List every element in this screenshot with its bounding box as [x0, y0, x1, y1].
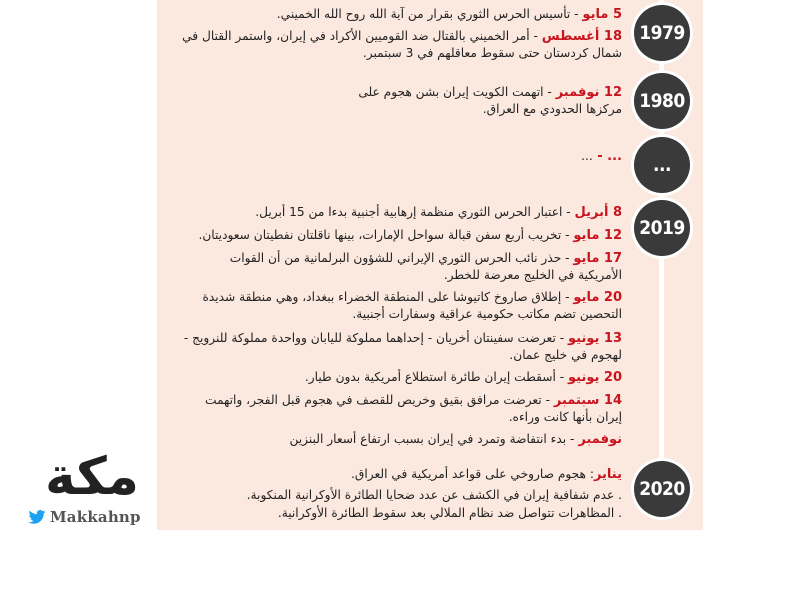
entry-date: نوفمبر — [578, 432, 622, 447]
entry-text: . المظاهرات تتواصل ضد نظام الملالي بعد سقوط الطائرة الأوكرانية. — [277, 506, 622, 520]
entry-text: . عدم شفافية إيران في الكشف عن عدد ضحايا الطائرة الأوكرانية المنكوبة. — [246, 488, 622, 502]
entry-text: تعرضت سفينتان أخريان - إحداهما مملوكة لليابان وواحدة مملوكة للنرويج - لهجوم في خليج عمان. — [183, 331, 622, 362]
entry-date: 18 أغسطس — [541, 29, 622, 44]
entry-date: ... — [607, 149, 622, 164]
entry-date: 20 مايو — [573, 290, 622, 305]
timeline-entry: 14 سبتمبر - تعرضت مرافق بقيق وخريص للقصف في هجوم قبل الفجر، واتهمت إيران بأنها كانت وراءه. — [204, 393, 622, 424]
entry-text: أمر الخميني بالقتال ضد القوميين الأكراد في إيران، واستمر القتال في شمال كردستان حتى سقوط معاقلهم في 3 سبتمبر. — [182, 29, 622, 60]
entry-text: اتهمت الكويت إيران بشن هجوم على مركزها الحدودي مع العراق. — [358, 85, 622, 116]
logo-arabic-wordmark: مكة — [45, 447, 139, 507]
timeline-entry: يناير: هجوم صاروخي على قواعد أمريكية في العراق. — [351, 467, 622, 482]
timeline-entry: نوفمبر - بدء انتفاضة وتمرد في إيران بسبب ارتفاع أسعار البنزين — [289, 432, 622, 447]
year-badge-1980: 1980 — [634, 73, 690, 129]
year-badge-2019: 2019 — [634, 200, 690, 256]
entry-text: ... — [581, 149, 593, 163]
timeline-entry: ... - ... — [581, 149, 622, 164]
year-badge-2020: 2020 — [634, 461, 690, 517]
timeline-entry: 12 نوفمبر - اتهمت الكويت إيران بشن هجوم على مركزها الحدودي مع العراق. — [358, 85, 622, 116]
entry-date: 13 يونيو — [568, 331, 622, 346]
entry-date: 17 مايو — [573, 251, 622, 266]
timeline-entry: 18 أغسطس - أمر الخميني بالقتال ضد القوميين الأكراد في إيران، واستمر القتال في شمال كردستان حتى سقوط معاقلهم في 3 سبتمبر. — [182, 29, 622, 60]
entry-date: 12 نوفمبر — [555, 85, 622, 100]
entry-date: 12 مايو — [573, 228, 622, 243]
entry-text: أسقطت إيران طائرة استطلاع أمريكية بدون طيار. — [304, 370, 556, 384]
entry-text: تعرضت مرافق بقيق وخريص للقصف في هجوم قبل الفجر، واتهمت إيران بأنها كانت وراءه. — [204, 393, 622, 424]
entry-date: 5 مايو — [582, 7, 622, 22]
timeline-entry: 20 يونيو - أسقطت إيران طائرة استطلاع أمريكية بدون طيار. — [304, 370, 622, 385]
timeline-entry: 20 مايو - إطلاق صاروخ كاتيوشا على المنطقة الخضراء ببغداد، وهي منطقة شديدة التحصين تضم مكاتب حكومية عراقية وسفارات أجنبية. — [202, 290, 622, 321]
timeline-entry: 17 مايو - حذر نائب الحرس الثوري الإيراني للشؤون البرلمانية من أن القوات الأمريكية في الخليج معرضة للخطر. — [229, 251, 622, 282]
entry-text: تخريب أربع سفن قبالة سواحل الإمارات، بينها ناقلتان نفطيتان سعوديتان. — [198, 228, 562, 242]
entry-text: إطلاق صاروخ كاتيوشا على المنطقة الخضراء ببغداد، وهي منطقة شديدة التحصين تضم مكاتب حكومية عراقية وسفارات أجنبية. — [202, 290, 622, 321]
entry-text: اعتبار الحرس الثوري منظمة إرهابية أجنبية بدءا من 15 أبريل. — [255, 205, 563, 219]
timeline-entry: 13 يونيو - تعرضت سفينتان أخريان - إحداهما مملوكة لليابان وواحدة مملوكة للنرويج - لهجوم في خليج عمان. — [183, 331, 622, 362]
logo-handle-text: Makkahnp — [50, 508, 141, 526]
timeline-entry: 5 مايو - تأسيس الحرس الثوري بقرار من آية الله روح الله الخميني. — [276, 7, 622, 22]
timeline-entry — [182, 487, 622, 504]
timeline-entry — [182, 505, 622, 522]
entry-date: 8 أبريل — [574, 205, 622, 220]
logo-twitter-handle — [28, 508, 141, 526]
year-badge-1979: 1979 — [634, 5, 690, 61]
year-badge-ellipsis: ... — [634, 137, 690, 193]
makkah-logo — [24, 446, 160, 528]
entry-text: تأسيس الحرس الثوري بقرار من آية الله روح الله الخميني. — [276, 7, 571, 21]
entry-date: يناير — [593, 467, 622, 482]
timeline-entry: 12 مايو - تخريب أربع سفن قبالة سواحل الإمارات، بينها ناقلتان نفطيتان سعوديتان. — [198, 228, 622, 243]
entry-date: 14 سبتمبر — [553, 393, 622, 408]
twitter-icon — [28, 510, 46, 524]
entry-date: 20 يونيو — [568, 370, 622, 385]
entry-text: هجوم صاروخي على قواعد أمريكية في العراق. — [351, 467, 586, 481]
entry-text: حذر نائب الحرس الثوري الإيراني للشؤون البرلمانية من أن القوات الأمريكية في الخليج معرضة للخطر. — [229, 251, 622, 282]
entry-text: بدء انتفاضة وتمرد في إيران بسبب ارتفاع أسعار البنزين — [289, 432, 567, 446]
timeline-entry: 8 أبريل - اعتبار الحرس الثوري منظمة إرهابية أجنبية بدءا من 15 أبريل. — [255, 205, 622, 220]
